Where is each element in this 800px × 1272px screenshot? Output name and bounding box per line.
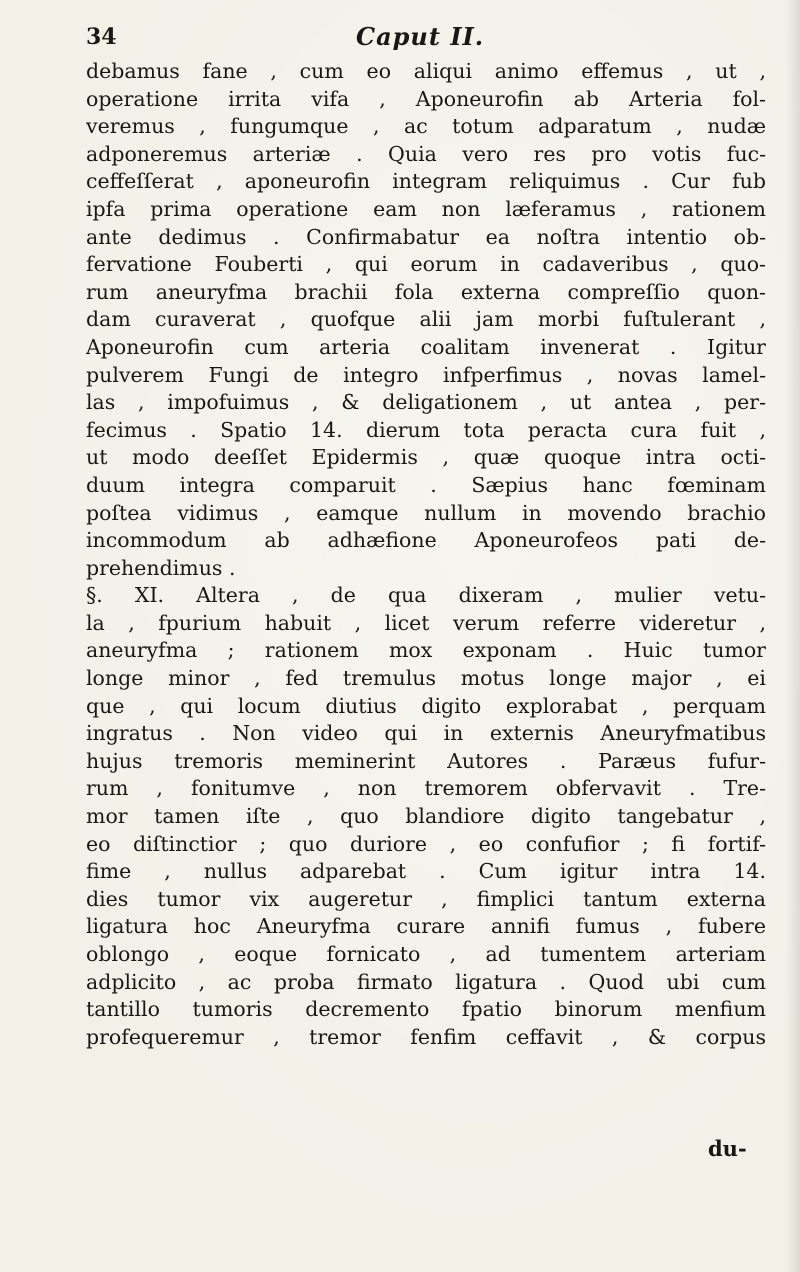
page-header bbox=[86, 22, 686, 56]
text-line: aneuryfma ; rationem mox exponam . Huic tumor bbox=[86, 638, 766, 663]
text-line: rum aneuryfma brachii fola externa compreſſio quon- bbox=[86, 279, 766, 304]
text-line: tantillo tumoris decremento fpatio binorum menfium bbox=[86, 997, 766, 1022]
text-line: fervatione Fouberti , qui eorum in cadaveribus , quo- bbox=[86, 252, 766, 277]
text-line: rum , fonitumve , non tremorem obfervavit . Tre- bbox=[86, 776, 766, 801]
text-line: adplicito , ac proba firmato ligatura . Quod ubi cum bbox=[86, 969, 766, 994]
text-line: que , qui locum diutius digito explorabat , perquam bbox=[86, 693, 766, 718]
text-line: ingratus . Non video qui in externis Aneuryfmatibus bbox=[86, 721, 766, 746]
text-line: longe minor , fed tremulus motus longe major , ei bbox=[86, 666, 766, 691]
page-edge-shadow bbox=[786, 0, 800, 1272]
text-line: duum integra comparuit . Sæpius hanc fœminam bbox=[86, 472, 766, 497]
text-line: poſtea vidimus , eamque nullum in movendo brachio bbox=[86, 500, 766, 525]
catchword: du- bbox=[708, 1136, 747, 1161]
section-heading-line: §. XI. Altera , de qua dixeram , mulier vetu- bbox=[86, 583, 766, 608]
text-line: oblongo , eoque fornicato , ad tumentem arteriam bbox=[86, 942, 766, 966]
text-line: prehendimus . bbox=[86, 555, 236, 580]
text-line: ante dedimus . Confirmabatur ea noſtra intentio ob- bbox=[86, 224, 766, 249]
text-line: eo diſtinctior ; quo duriore , eo confufior ; fi fortif- bbox=[86, 831, 766, 856]
text-line: fecimus . Spatio 14. dierum tota peracta cura fuit , bbox=[86, 417, 766, 442]
text-line: mor tamen iſte , quo blandiore digito tangebatur , bbox=[86, 804, 766, 829]
running-head: Caput II. bbox=[356, 22, 485, 51]
text-line: debamus fane , cum eo aliqui animo effemus , ut , bbox=[86, 59, 766, 83]
text-line: Aponeurofin cum arteria coalitam invenerat . Igitur bbox=[86, 334, 766, 359]
text-line: veremus , fungumque , ac totum adparatum , nudæ bbox=[86, 114, 766, 139]
text-line: las , impofuimus , & deligationem , ut antea , per- bbox=[86, 390, 766, 415]
text-line: dam curaverat , quofque alii jam morbi fuſtulerant , bbox=[86, 307, 766, 332]
text-line: hujus tremoris meminerint Autores . Paræus fufur- bbox=[86, 748, 766, 773]
body-text bbox=[86, 58, 766, 1051]
page-number: 34 bbox=[86, 24, 117, 50]
text-line: dies tumor vix augeretur , fimplici tantum externa bbox=[86, 886, 766, 911]
text-line: ipfa prima operatione eam non læferamus , rationem bbox=[86, 196, 766, 221]
text-line: adponeremus arteriæ . Quia vero res pro votis fuc- bbox=[86, 141, 766, 166]
text-line: ceffeſſerat , aponeurofin integram reliquimus . Cur fub bbox=[86, 169, 766, 194]
text-line: operatione irrita vifa , Aponeurofin ab Arteria fol- bbox=[86, 86, 766, 111]
text-line: profequeremur , tremor fenfim ceffavit , & corpus bbox=[86, 1024, 766, 1049]
text-line: la , fpurium habuit , licet verum referre videretur , bbox=[86, 610, 766, 635]
text-line: fime , nullus adparebat . Cum igitur intra 14. bbox=[86, 859, 766, 884]
text-line: ligatura hoc Aneuryfma curare annifi fumus , fubere bbox=[86, 914, 766, 939]
text-line: pulverem Fungi de integro infperfimus , novas lamel- bbox=[86, 362, 766, 387]
text-line: incommodum ab adhæfione Aponeurofeos pati de- bbox=[86, 528, 766, 553]
text-line: ut modo deeſſet Epidermis , quæ quoque intra octi- bbox=[86, 445, 766, 470]
